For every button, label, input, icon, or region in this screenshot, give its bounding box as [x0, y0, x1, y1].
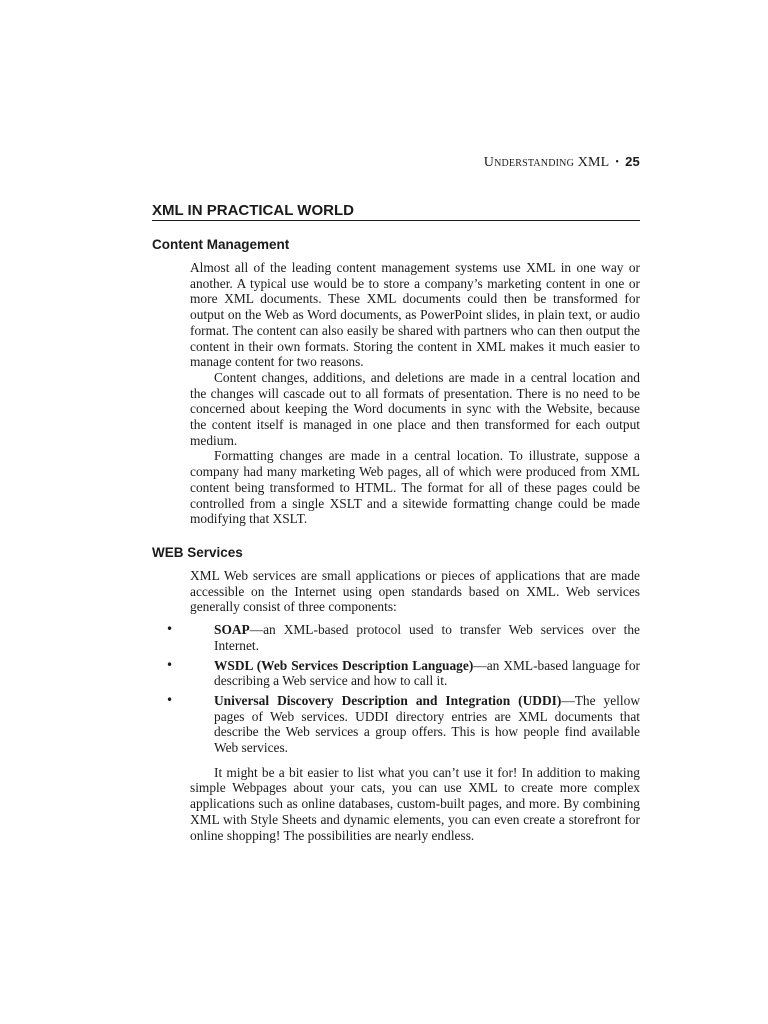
paragraph: Content changes, additions, and deletions are made in a central location and the changes will cascade out to all formats of presentation. There is no need to be concerned about keeping the Word documents in sync with the Website, because the content itself is managed in one place and then transformed for each output medium.	[190, 369, 640, 448]
list-item	[166, 692, 640, 756]
paragraph: XML Web services are small applications or pieces of applications that are made accessible on the Internet using open standards based on XML. Web services generally consist of three components:	[190, 568, 640, 615]
page-number: 25	[625, 154, 640, 169]
web-services-heading: WEB Services	[152, 545, 243, 560]
list-item-term: WSDL (Web Services Description Language)	[214, 657, 474, 673]
bullet-icon: •	[166, 692, 174, 707]
section-title: XML IN PRACTICAL WORLD	[152, 202, 640, 221]
list-item-term: Universal Discovery Description and Integration (UDDI)	[214, 692, 562, 708]
web-services-body	[166, 568, 640, 843]
running-head-separator: •	[615, 157, 620, 168]
list-item-description: —an XML-based language for describing a Web service and how to call it.	[214, 657, 640, 689]
running-head-title: Understanding XML	[483, 155, 610, 170]
running-head	[484, 154, 640, 171]
paragraph: Almost all of the leading content management systems use XML in one way or another. A typical use would be to store a company’s marketing content in one or more XML documents. These XML documents could then be transformed for output on the Web as Word documents, as PowerPoint slides, in plain text, or audio format. The content can also easily be shared with partners who can then output the content in their own formats. Storing the content in XML makes it much easier to manage content for two reasons.	[190, 260, 640, 370]
list-item-description: —an XML-based protocol used to transfer Web services over the Internet.	[214, 622, 640, 653]
bullet-icon: •	[166, 622, 174, 637]
list-item-term: SOAP	[214, 622, 250, 638]
list-item	[166, 622, 640, 653]
web-services-component-list	[166, 622, 640, 756]
content-management-body	[190, 260, 640, 527]
list-item-description: —The yellow pages of Web services. UDDI directory entries are XML documents that describe the Web services a group offers. This is how people find available Web services.	[214, 692, 640, 756]
paragraph: Formatting changes are made in a central location. To illustrate, suppose a company had many marketing Web pages, all of which were produced from XML content being transformed to HTML. The format for all of these pages could be controlled from a single XSLT and a sitewide formatting change could be made modifying that XSLT.	[190, 448, 640, 527]
list-item	[166, 657, 640, 689]
content-management-heading: Content Management	[152, 237, 290, 252]
bullet-icon: •	[166, 657, 174, 672]
paragraph: It might be a bit easier to list what you can’t use it for! In addition to making simple Webpages about your cats, you can use XML to create more complex applications such as online databases, custom-built pages, and more. By combining XML with Style Sheets and dynamic elements, you can even create a storefront for online shopping! The possibilities are nearly endless.	[190, 764, 640, 843]
